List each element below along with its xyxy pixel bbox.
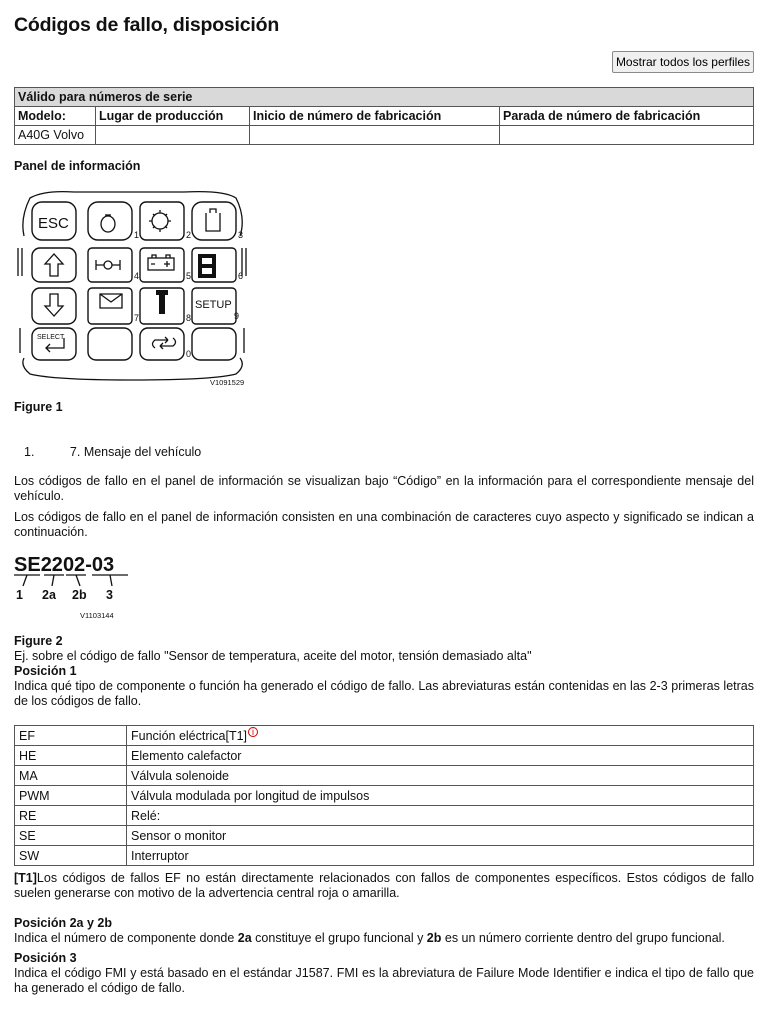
position2-bold-2a: 2a [237,931,252,945]
arrow-up-icon [45,254,63,276]
table-row [15,826,754,846]
key-3 [192,202,236,240]
abbr-desc: Relé: [127,806,754,826]
paragraph-2: Los códigos de fallo en el panel de información consisten en una combinación de caracteres cuyo aspecto y significado se indican a continuación. [14,510,754,539]
abbr-desc: Válvula solenoide [127,766,754,786]
cell-model: A40G Volvo [15,126,96,145]
engine-icon [101,216,115,232]
key-0-number: 0 [186,349,192,359]
position1-heading: Posición 1 [14,664,77,678]
select-label: SELECT [37,334,65,341]
paragraph-1: Los códigos de fallo en el panel de información se visualizan bajo “Código” en la información para el correspondiente mensaje del vehículo. [14,474,754,503]
key-7-number: 7 [134,313,140,323]
abbr-desc: Elemento calefactor [127,746,754,766]
key-4-number: 4 [134,271,140,281]
header-stop-number: Parada de número de fabricación [500,107,754,126]
key-2-number: 2 [186,230,192,240]
abbr-code: RE [15,806,127,826]
info-panel-heading: Panel de información [14,159,141,173]
tool-icon [159,292,165,314]
table-row [15,766,754,786]
arrow-down-icon [45,294,63,316]
figure1-caption: Figure 1 [14,400,63,414]
info-panel-diagram [14,188,248,388]
serial-number-table [14,87,754,145]
header-model: Modelo: [15,107,96,126]
page-title: Códigos de fallo, disposición [14,14,280,36]
code-label-3: 3 [106,588,113,602]
header-start-number: Inicio de número de fabricación [250,107,500,126]
machine-icon [198,254,216,278]
blank-key-right [192,328,236,360]
key-1 [88,202,132,240]
container-icon [206,209,220,231]
header-production-site: Lugar de producción [96,107,250,126]
list-item-text: 7. Mensaje del vehículo [69,445,202,459]
abbr-desc: Sensor o monitor [127,826,754,846]
svg-text:SE2202-03 [14,554,114,576]
abbr-desc-cell [127,726,754,746]
abbr-desc: Función eléctrica[T1] [131,729,248,744]
abbreviation-table [14,725,754,866]
position3-heading: Posición 3 [14,951,77,965]
position2-heading: Posición 2a y 2b [14,916,112,930]
blank-key [88,328,132,360]
table-row [15,746,754,766]
note-paragraph [14,871,754,901]
abbr-desc: Válvula modulada por longitud de impulsos [127,786,754,806]
position2-text-part: constituye el grupo funcional y [251,931,427,945]
figure1-image-id: V1091529 [210,378,245,387]
table-row [15,806,754,826]
note-ref: [T1] [14,871,37,885]
abbr-code: PWM [15,786,127,806]
position2-bold-2b: 2b [426,931,442,945]
code-part-03: -03 [85,554,115,576]
abbr-code: SW [15,846,127,866]
position3-text: Indica el código FMI y está basado en el estándar J1587. FMI es la abreviatura de Failure Mode Identifier e indica el tipo de fallo que ha generado el código de fallo. [14,966,754,995]
code-part-02: 02 [62,554,86,576]
show-all-profiles-button[interactable]: Mostrar todos los perfiles [612,51,754,73]
cell-start-number [250,126,500,145]
figure2-image-id: V1103144 [80,611,114,620]
abbr-code: SE [15,826,127,846]
cell-stop-number [500,126,754,145]
key-8-number: 8 [186,313,192,323]
list-item [24,445,201,459]
select-key [32,328,76,360]
loop-icon [153,337,176,349]
code-label-2b: 2b [72,588,87,602]
axle-icon [96,260,120,270]
key-4 [88,248,132,282]
code-label-1: 1 [16,588,23,602]
serial-table-caption: Válido para números de serie [15,88,754,107]
position2-text-part: es un número corriente dentro del grupo funcional. [441,931,725,945]
key-1-number: 1 [134,230,140,240]
cell-production-site [96,126,250,145]
abbr-code: EF [15,726,127,746]
position2-text [14,931,754,946]
key-3-number: 3 [238,230,244,240]
example-text: Ej. sobre el código de fallo "Sensor de temperatura, aceite del motor, tensión demasiado alta" [14,649,532,663]
key-5 [140,248,184,282]
note-text: Los códigos de fallos EF no están directamente relacionados con fallos de componentes específicos. Estos códigos de fallo suelen generarse con motivo de la advertencia central roja o amarilla. [14,871,754,900]
code-label-2a: 2a [42,588,56,602]
code-part-se: SE [14,554,41,576]
setup-label: SETUP [195,299,232,311]
position2-text-part: Indica el número de componente donde [14,931,238,945]
figure2-caption: Figure 2 [14,634,63,648]
envelope-icon [100,294,122,308]
table-row [15,726,754,746]
key-5-number: 5 [186,271,192,281]
abbr-code: MA [15,766,127,786]
info-icon[interactable]: i [248,727,258,737]
code-diagram [14,552,144,622]
position1-text: Indica qué tipo de componente o función ha generado el código de fallo. Las abreviaturas están contenidas en las 2-3 primeras letras de los códigos de fallo. [14,679,754,708]
key-6-number: 6 [238,271,244,281]
code-part-22: 22 [40,554,63,576]
table-row [15,846,754,866]
key-2 [140,202,184,240]
table-row [15,126,754,145]
key-9-number: 9 [234,311,240,321]
abbr-desc: Interruptor [127,846,754,866]
abbr-code: HE [15,746,127,766]
list-item-number: 1. [24,445,35,459]
table-row [15,786,754,806]
esc-label: ESC [38,215,69,232]
